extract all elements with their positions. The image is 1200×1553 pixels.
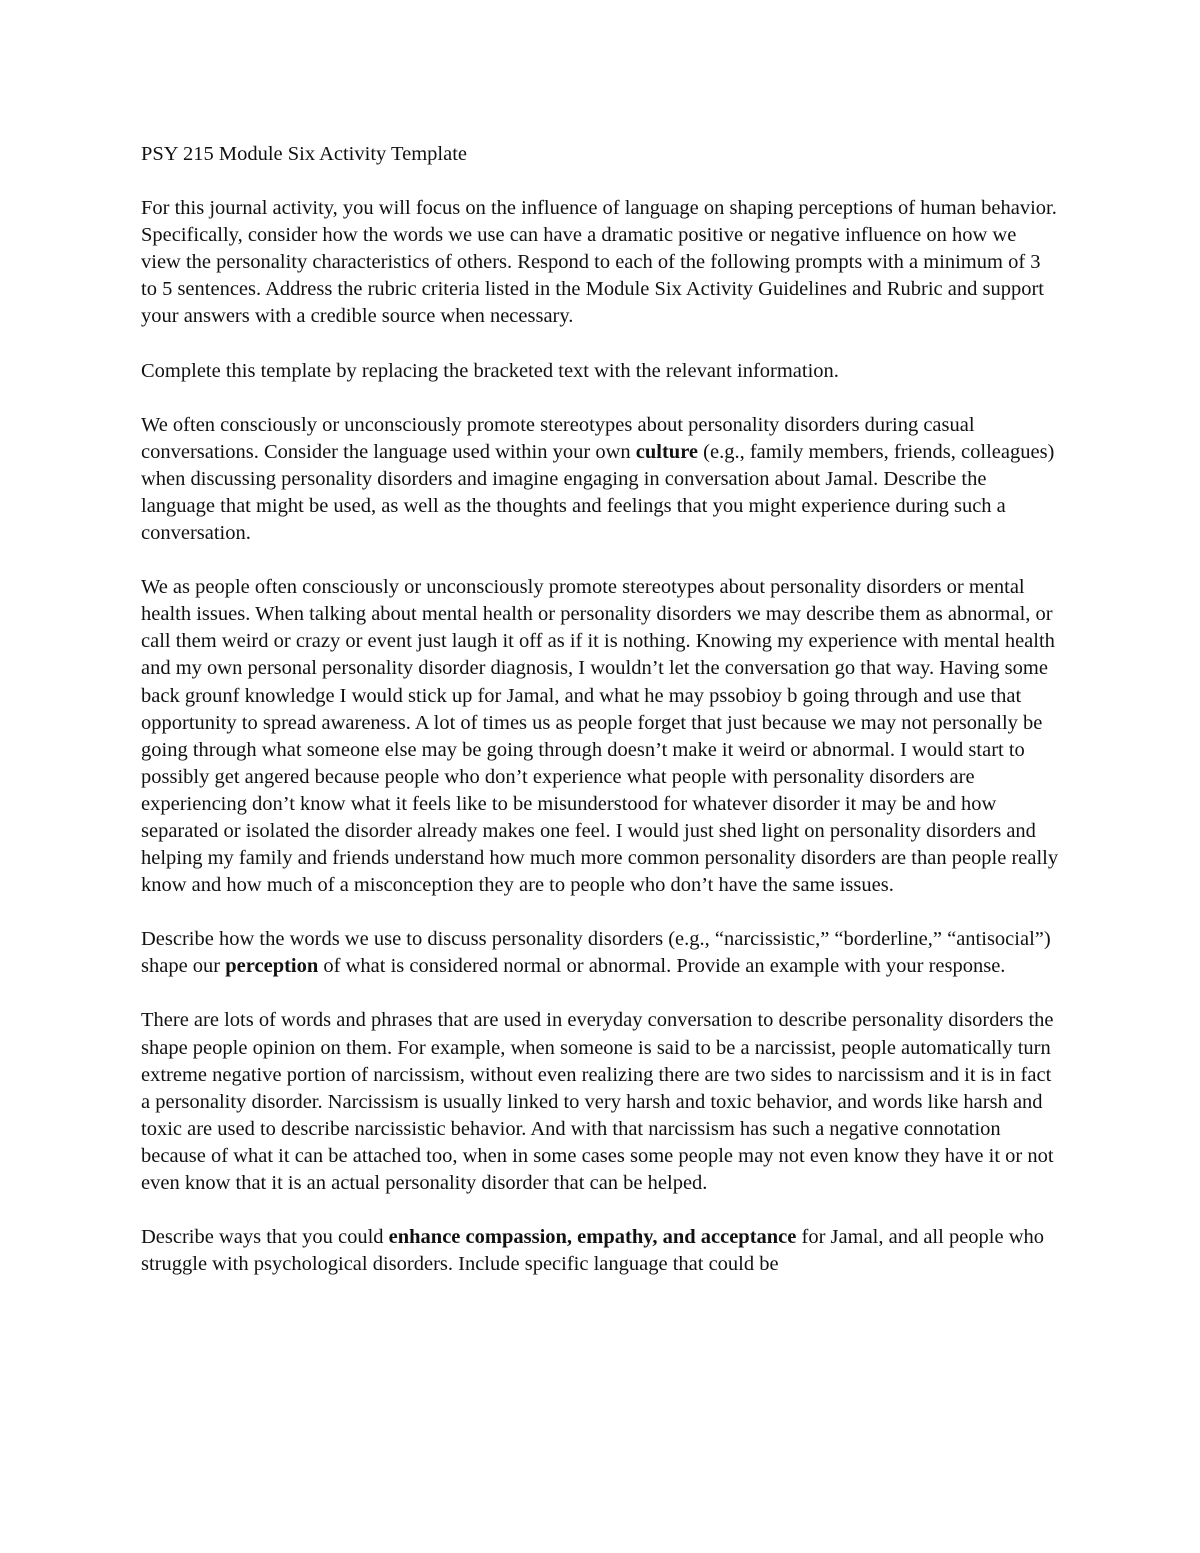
answer-perception: There are lots of words and phrases that are used in everyday conversation to describe personality disorders the shape people opinion on them. For example, when someone is said to be a narcissist, people automatically turn extreme negative portion of narcissism, without even realizing there are two sides to narcissism and it is in fact a personality disorder. Narcissism is usually linked to very harsh and toxic behavior, and words like harsh and toxic are used to describe narcissistic behavior. And with that narcissism has such a negative connotation because of what it can be attached too, when in some cases some people may not even know they have it or not even know that it is an actual personality disorder that can be helped. <box>141 1009 1054 1194</box>
document-body <box>141 141 1059 1305</box>
prompt-culture <box>141 412 1059 547</box>
prompt-text: Describe how the words we use to discuss personality disorders (e.g., “narcissistic,” “borderline,” “antisocial”) shape our <box>141 928 1051 978</box>
document-title: PSY 215 Module Six Activity Template <box>141 143 467 165</box>
prompt-text: of what is considered normal or abnormal. Provide an example with your response. <box>318 955 1006 978</box>
prompt-compassion <box>141 1224 1059 1278</box>
prompt-text: Describe ways that you could <box>141 1226 389 1249</box>
prompt-keyword: culture <box>635 440 699 463</box>
intro-paragraph: For this journal activity, you will focus on the influence of language on shaping perceptions of human behavior. Specifically, consider how the words we use can have a dramatic positive or negative influence on how we view the personality characteristics of others. Respond to each of the following prompts with a minimum of 3 to 5 sentences. Address the rubric criteria listed in the Module Six Activity Guidelines and Rubric and support your answers with a credible source when necessary. <box>141 197 1057 328</box>
prompt-keyword: enhance compassion, empathy, and acceptance <box>388 1226 797 1249</box>
prompt-perception <box>141 926 1059 980</box>
instruction-paragraph: Complete this template by replacing the bracketed text with the relevant information. <box>141 359 839 382</box>
prompt-text: (e.g., family members, friends, colleagues) when discussing personality disorders and imagine engaging in conversation about Jamal. Describe the language that might be used, as well as the thoughts and feelings that you might experience during such a conversation. <box>141 440 1055 545</box>
prompt-text: We often consciously or unconsciously promote stereotypes about personality disorders during casual conversations. Consider the language used within your own <box>141 413 975 463</box>
prompt-keyword: perception <box>225 955 319 978</box>
prompt-text: for Jamal, and all people who struggle with psychological disorders. Include specific language that could be <box>141 1226 1045 1276</box>
answer-culture: We as people often consciously or unconsciously promote stereotypes about personality disorders or mental health issues. When talking about mental health or personality disorders we may describe them as abnormal, or call them weird or crazy or event just laugh it off as if it is nothing. Knowing my experience with mental health and my own personal personality disorder diagnosis, I wouldn’t let the conversation go that way. Having some back grounf knowledge I would stick up for Jamal, and what he may pssobioy b going through and use that opportunity to spread awareness. A lot of times us as people forget that just because we may not personally be going through what someone else may be going through doesn’t make it weird or abnormal. I would start to possibly get angered because people who don’t experience what people with personality disorders are experiencing don’t know what it feels like to be misunderstood for whatever disorder it may be and how separated or isolated the disorder already makes one feel. I would just shed light on personality disorders and helping my family and friends understand how much more common personality disorders are than people really know and how much of a misconception they are to people who don’t have the same issues. <box>141 576 1059 897</box>
